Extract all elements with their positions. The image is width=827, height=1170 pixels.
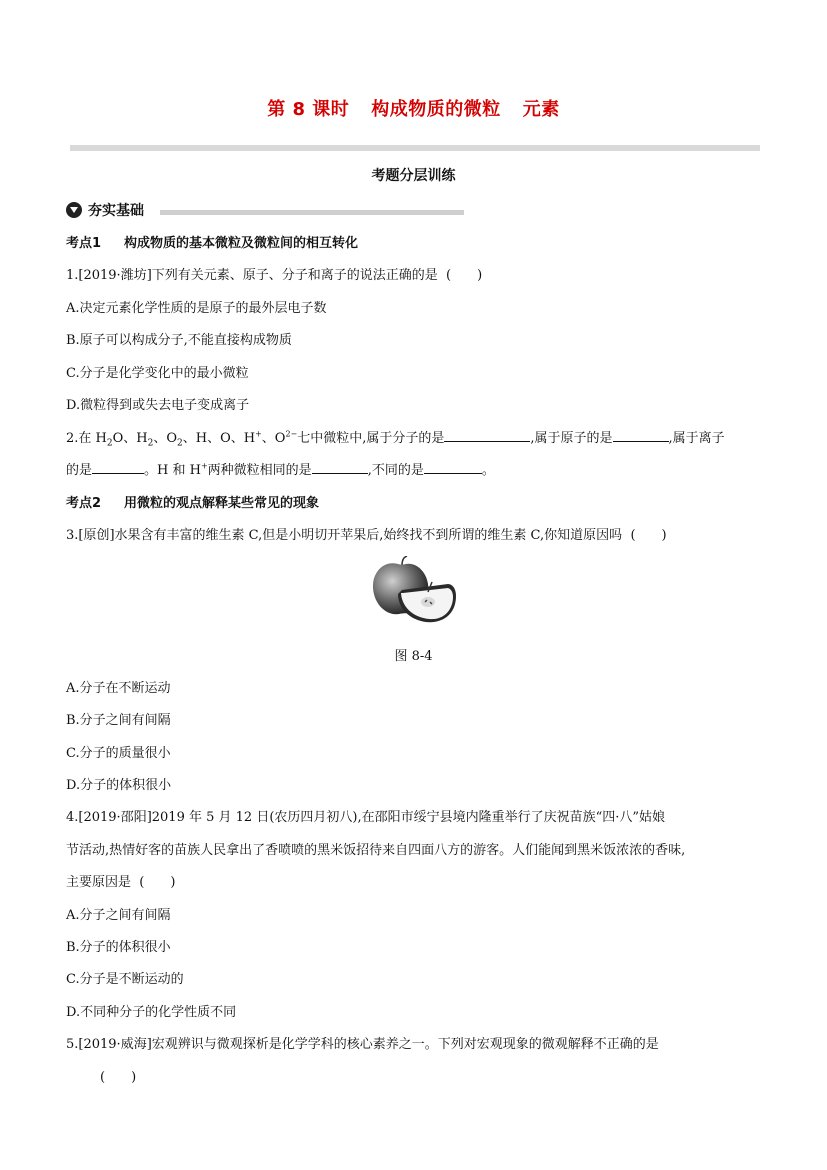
q2-line-2: 的是 。H 和 H+两种微粒相同的是 ,不同的是 。	[66, 461, 495, 478]
q2-blank-atom[interactable]	[613, 429, 669, 442]
answer-paren: ( )	[446, 268, 483, 283]
page-title	[0, 95, 827, 121]
knowledge-point-2: 考点2 用微粒的观点解释某些常见的现象	[66, 496, 320, 511]
q4-option-b: B.分子的体积很小	[66, 940, 171, 955]
answer-paren: ( )	[630, 528, 667, 543]
q4-option-a: A.分子之间有间隔	[66, 908, 171, 923]
section-bar	[160, 210, 464, 215]
lesson-title: 构成物质的微粒	[371, 99, 501, 120]
q4-line-3: 主要原因是 ( )	[66, 875, 176, 890]
q2-blank-ion[interactable]	[92, 461, 144, 474]
q3-option-d: D.分子的体积很小	[66, 778, 172, 793]
lesson-title-2: 元素	[522, 99, 560, 120]
q4-line-1: 4.[2019·邵阳]2019 年 5 月 12 日(农历四月初八),在邵阳市绥宁县境内隆重举行了庆祝苗族“四·八”姑娘	[66, 810, 666, 825]
q2-line-1: 2.在 $H_2O$、$H_2$、$O_2$、H、O、H+、$O^{2-}$七中微粒中,属于分子的是 ,属于原子的是 ,属于离子	[66, 429, 725, 449]
section-label: 夯实基础	[88, 203, 144, 219]
knowledge-point-1: 考点1 构成物质的基本微粒及微粒间的相互转化	[66, 236, 359, 251]
q1-option-b: B.原子可以构成分子,不能直接构成物质	[66, 333, 292, 348]
q4-option-c: C.分子是不断运动的	[66, 972, 184, 987]
title-divider	[70, 145, 760, 151]
page-subtitle: 考题分层训练	[371, 168, 456, 184]
q5-answer-paren: ( )	[100, 1070, 137, 1085]
q4-line-2: 节活动,热情好客的苗族人民拿出了香喷喷的黑米饭招待来自四面八方的游客。人们能闻到黑米饭浓浓的香味,	[66, 843, 686, 858]
answer-paren: ( )	[139, 875, 176, 890]
q2-blank-same[interactable]	[312, 461, 368, 474]
q3-option-c: C.分子的质量很小	[66, 746, 171, 761]
q4-option-d: D.不同种分子的化学性质不同	[66, 1005, 237, 1020]
q3-option-a: A.分子在不断运动	[66, 681, 171, 696]
q1-option-a: A.决定元素化学性质的是原子的最外层电子数	[66, 301, 327, 316]
q1-option-c: C.分子是化学变化中的最小微粒	[66, 366, 249, 381]
figure-caption: 图 8-4	[394, 649, 433, 664]
q2-blank-molecule[interactable]	[444, 429, 530, 442]
triangle-down-icon	[66, 202, 82, 218]
q5-stem: 5.[2019·威海]宏观辨识与微观探析是化学学科的核心素养之一。下列对宏观现象的微观解释不正确的是	[66, 1037, 659, 1052]
q2-blank-different[interactable]	[424, 461, 482, 474]
q3-option-b: B.分子之间有间隔	[66, 713, 171, 728]
apple-figure	[372, 556, 456, 624]
q1-option-d: D.微粒得到或失去电子变成离子	[66, 398, 250, 413]
q1-stem: 1.[2019·潍坊]下列有关元素、原子、分子和离子的说法正确的是 ( )	[66, 268, 483, 283]
lesson-number: 第 8 课时	[267, 99, 350, 120]
q3-stem: 3.[原创]水果含有丰富的维生素 C,但是小明切开苹果后,始终找不到所谓的维生素 C,你知道原因吗 ( )	[66, 528, 667, 543]
